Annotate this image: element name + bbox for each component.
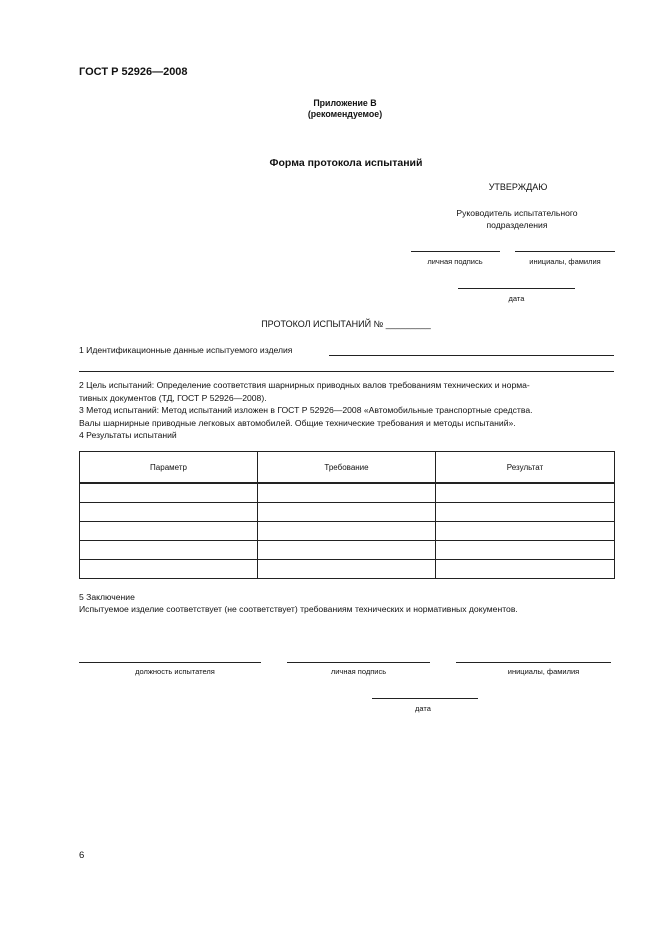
conclusion-text: Испытуемое изделие соответствует (не соответствует) требованиям технических и нормативных документов.: [79, 604, 518, 614]
section-3-line1: 3 Метод испытаний: Метод испытаний изложен в ГОСТ Р 52926—2008 «Автомобильные транспортные средства.: [79, 405, 533, 415]
results-table: [79, 451, 615, 579]
conclusion-heading: 5 Заключение: [79, 592, 135, 602]
table-row: [80, 503, 615, 522]
approval-date-caption: дата: [508, 294, 525, 303]
appendix-title: Приложение В: [313, 98, 377, 108]
column-header-parameter: Параметр: [80, 452, 258, 484]
table-cell: [436, 522, 615, 541]
table-cell: [258, 483, 436, 503]
standard-header: ГОСТ Р 52926—2008: [79, 66, 188, 78]
tester-name-line: [456, 662, 611, 663]
table-cell: [258, 522, 436, 541]
table-cell: [80, 483, 258, 503]
table-header-row: [80, 452, 615, 484]
column-header-result: Результат: [436, 452, 615, 484]
signature-date-caption: дата: [415, 704, 431, 713]
item-id-line: [329, 355, 614, 356]
table-cell: [80, 541, 258, 560]
section-2-line2: тивных документов (ТД, ГОСТ Р 52926—2008).: [79, 393, 267, 403]
tester-name-caption: инициалы, фамилия: [507, 667, 580, 676]
approver-signature-line: [411, 251, 500, 252]
approve-label: УТВЕРЖДАЮ: [488, 182, 548, 192]
tester-position-caption: должность испытателя: [135, 667, 215, 676]
column-header-requirement: Требование: [258, 452, 436, 484]
approver-name-caption: инициалы, фамилия: [529, 257, 601, 266]
tester-position-line: [79, 662, 261, 663]
section-4-label: 4 Результаты испытаний: [79, 430, 177, 440]
section-2-line1: 2 Цель испытаний: Определение соответствия шарнирных приводных валов требованиям технических и норма-: [79, 380, 530, 390]
approval-date-line: [458, 288, 575, 289]
tester-signature-caption: личная подпись: [330, 667, 387, 676]
table-cell: [80, 560, 258, 579]
table-cell: [258, 541, 436, 560]
protocol-title: ПРОТОКОЛ ИСПЫТАНИЙ № _________: [261, 319, 431, 329]
table-cell: [436, 483, 615, 503]
table-row: [80, 541, 615, 560]
table-row: [80, 522, 615, 541]
item-id-line-2: [79, 371, 614, 372]
table-cell: [80, 503, 258, 522]
tester-signature-line: [287, 662, 430, 663]
section-3-line2: Валы шарнирные приводные легковых автомобилей. Общие технические требования и методы испытаний».: [79, 418, 516, 428]
table-cell: [436, 541, 615, 560]
page-number: 6: [79, 850, 85, 861]
table-cell: [436, 503, 615, 522]
table-row: [80, 560, 615, 579]
form-title: Форма протокола испытаний: [269, 157, 423, 169]
table-cell: [258, 560, 436, 579]
appendix-subtitle: (рекомендуемое): [307, 109, 383, 119]
approver-signature-caption: личная подпись: [427, 257, 483, 266]
table-cell: [436, 560, 615, 579]
approver-name-line: [515, 251, 615, 252]
table-row: [80, 483, 615, 503]
approver-position-line2: подразделения: [486, 220, 548, 230]
table-cell: [80, 522, 258, 541]
table-cell: [258, 503, 436, 522]
approver-position-line1: Руководитель испытательного: [456, 208, 578, 218]
section-1-label: 1 Идентификационные данные испытуемого изделия: [79, 345, 293, 355]
signature-date-line: [372, 698, 478, 699]
